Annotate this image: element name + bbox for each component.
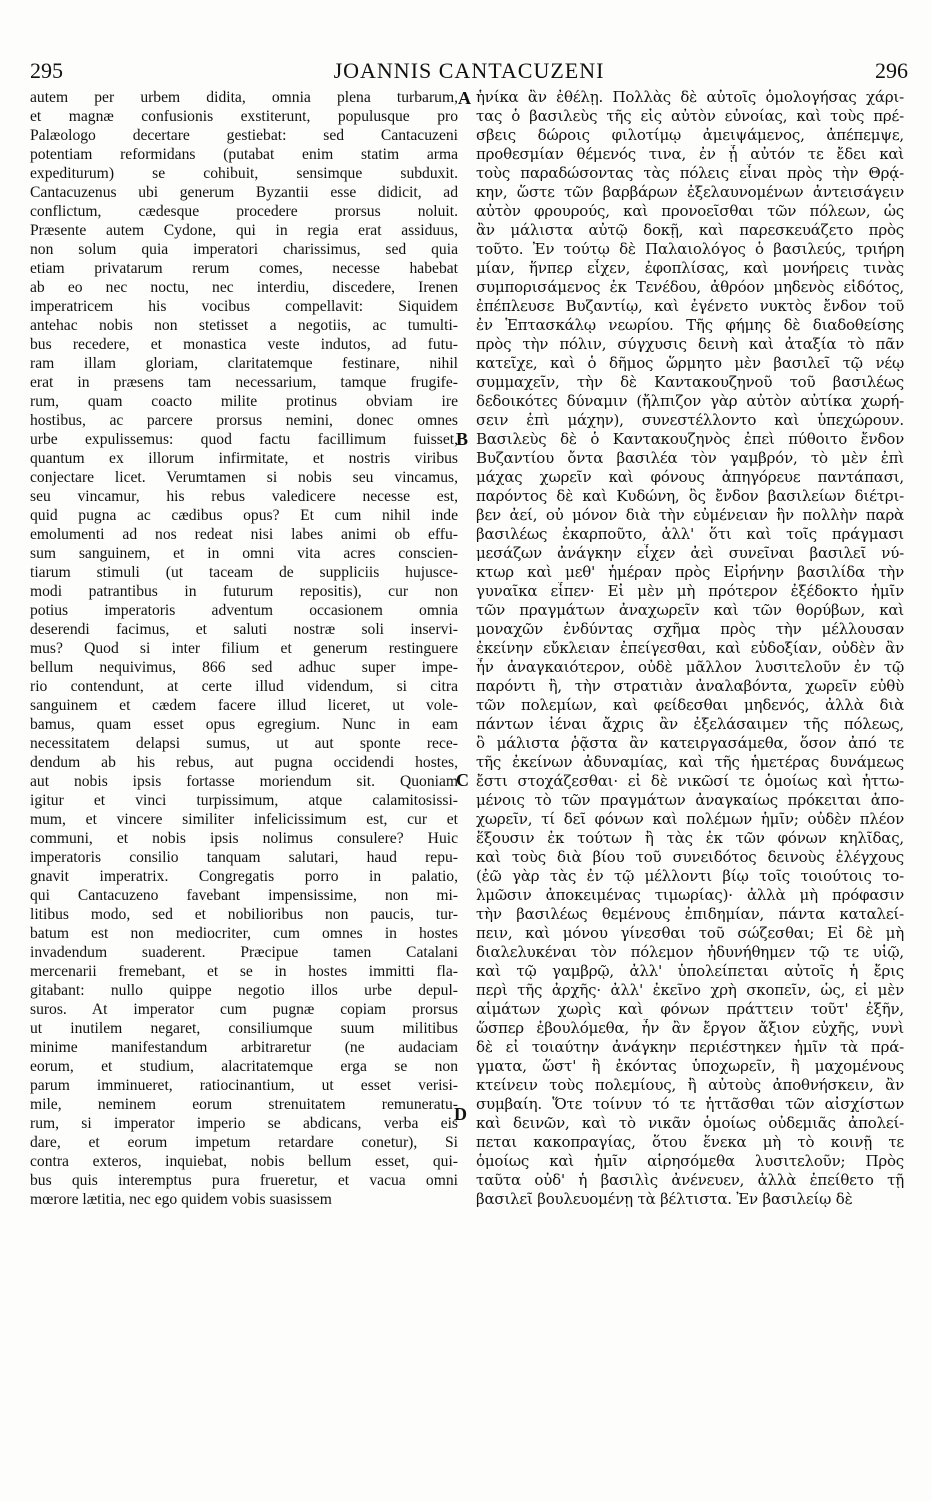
text-line: contra exteros, inquiebat, nobis bellum esset, qui-	[30, 1153, 458, 1170]
text-line: παρόντος δὲ καὶ Κυδώνη, ὃς ἔνδον βασιλείων διέτρι-	[476, 487, 904, 505]
text-line: τοὺς παραδώσοντας τὰς πόλεις εἶναι πρὸς τὴν Θρᾴ-	[476, 164, 904, 182]
text-line: ἐκείνην εὔκλειαν ἐπείγεσθαι, καὶ εὐδοξίαν, οὐδὲν ἂν	[476, 639, 904, 657]
text-line: ἂν μάλιστα αὐτῷ δοκῇ, καὶ παρεσκευάζετο πρὸς	[476, 221, 904, 239]
text-line: gitabant: nullo quippe negotio illos urbe depul-	[30, 982, 458, 999]
margin-marker-b: B	[456, 429, 469, 449]
text-line: λμῶσιν ἀποκειμένας τιμωρίας)· ἀλλὰ μὴ πρόφασιν	[476, 886, 904, 904]
text-line: σβεις δώροις φιλοτίμῳ ἀμειψάμενος, ἀπέπεμψε,	[476, 126, 904, 144]
text-line: communi, et nobis ipsis nolimus consulere? Huic	[30, 830, 458, 847]
text-line: ἔστι στοχάζεσθαι· εἰ δὲ νικῶσί τε ὁμοίως καὶ ἡττω-	[476, 772, 904, 790]
text-line: conjectare licet. Verumtamen si nobis seu vincamus,	[30, 469, 458, 486]
text-line: suros. At imperator cum pugnæ copiam prorsus	[30, 1001, 458, 1018]
text-line: minime manifestandum arbitraretur (ne audaciam	[30, 1039, 458, 1056]
text-line: ἕξουσιν ἐκ τούτων ἢ τὰς ἐκ τῶν φόνων κηλῖδας,	[476, 829, 904, 847]
text-line: ram illam gloriam, claritatemque festinare, nihil	[30, 355, 458, 372]
text-line: ταῦτα οὐδ' ἡ βασιλὶς ἀνένευεν, ἀλλὰ ἐπείθετο τῇ	[476, 1171, 904, 1189]
text-line: et magnæ confusionis exstiterunt, populusque pro	[30, 108, 458, 125]
page-header	[30, 58, 908, 88]
text-line: autem per urbem didita, omnia plena turbarum,	[30, 89, 458, 106]
margin-marker-c: C	[456, 770, 469, 790]
text-line: βεν ἀεί, οὐ μόνον διὰ τὴν εὐμένειαν ἣν πολλὴν παρὰ	[476, 506, 904, 524]
text-line: πεται κακοπραγίας, ὅτου ἕνεκα μὴ τὸ κοινῇ τε	[476, 1133, 904, 1151]
text-line: modi patrantibus in futurum repositis), cur non	[30, 583, 458, 600]
text-line: ὥσπερ ἐβουλόμεθα, ἦν ἂν ἔργον ἄξιον εὐχῆς, νυνὶ	[476, 1019, 904, 1037]
text-line: τοῦτο. Ἐν τούτῳ δὲ Παλαιολόγος ὁ βασιλεύς, τριήρη	[476, 240, 904, 258]
text-line: rum, quam coacto milite protinus obviam ire	[30, 393, 458, 410]
text-line: βασιλέως ἐκαρποῦτο, ἀλλ' ὅτι καὶ τοῖς πράγμασι	[476, 525, 904, 543]
text-line: eorum, et studium, alacritatemque erga se non	[30, 1058, 458, 1075]
text-line: τῶν πολεμίων, καὶ φείδεσθαι μηδενός, ἀλλὰ διὰ	[476, 696, 904, 714]
text-line: κατεῖχε, καὶ ὁ δῆμος ὥρμητο μὲν βασιλεῖ τῷ νέῳ	[476, 354, 904, 372]
text-line: πειν, καὶ μόνου γίνεσθαι τοῦ σώζεσθαι; Εἰ δὲ μὴ	[476, 924, 904, 942]
text-line: ἐν Ἑπτασκάλῳ νεωρίου. Τῆς φήμης δὲ διαδοθείσης	[476, 316, 904, 334]
text-line: deserendi facimus, et saluti nostræ soli inservi-	[30, 621, 458, 638]
text-line: dare, et eorum impetum retardare conetur), Si	[30, 1134, 458, 1151]
text-line: bellum nequivimus, 866 sed adhuc super impe-	[30, 659, 458, 676]
text-line: βασιλεῖ βουλευομένῃ τὰ βέλτιστα. Ἐν βασιλείῳ δὲ	[476, 1190, 853, 1208]
text-line: περὶ τῆς ἀρχῆς· ἀλλ' ἐκεῖνο χρὴ σκοπεῖν, ὡς, εἰ μὲν	[476, 981, 904, 999]
text-line: γυναῖκα εἶπεν· Εἰ μὲν μὴ πρότερον ἐξέδοκτο ἡμῖν	[476, 582, 904, 600]
text-line: potentiam reformidans (putabat enim statim arma	[30, 146, 458, 163]
text-line: erat in præsens tam necessarium, tamque frugife-	[30, 374, 458, 391]
text-line: διαλελυκέναι τὸν πόλεμον ἠδυνήθημεν τῷ τε υἱῷ,	[476, 943, 904, 961]
text-line: tiarum stimuli (ut taceam de suppliciis hujusce-	[30, 564, 458, 581]
text-line: emolumenti ad nos redeat nisi labes animi ob effu-	[30, 526, 458, 543]
margin-marker-a: A	[458, 88, 471, 108]
text-line: sanguinem et cædem facere illud liceret, ut vole-	[30, 697, 458, 714]
text-line: προθεσμίαν θέμενός τινα, ἐν ᾗ αὐτόν τε ἔδει καὶ	[476, 145, 904, 163]
text-line: καὶ δεινῶν, καὶ τὸ νικᾶν ὁμοίως οὐδεμιᾶς ἀπολεί-	[476, 1114, 904, 1132]
text-line: Præsente autem Cydone, qui in regia erat assiduus,	[30, 222, 458, 239]
text-line: (ἐῶ γὰρ τὰς ἐν τῷ μέλλοντι βίῳ τοῖς τοιούτοις το-	[476, 867, 904, 885]
text-line: sum sanguinem, et in omni vita acres conscien-	[30, 545, 458, 562]
text-line: Βυζαντίου ὄντα βασιλέα τὸν γαμβρόν, τὸ μὲν ἐπὶ	[476, 449, 904, 467]
text-line: μεσάζων ἀνάγκην εἶχεν ἀεὶ συνεῖναι βασιλεῖ νύ-	[476, 544, 904, 562]
text-line: mile, neminem eorum strenuitatem remuneratu-	[30, 1096, 458, 1113]
text-line: mercenarii fremebant, et se in hostes immitti fla-	[30, 963, 458, 980]
text-line: κτείνειν τοὺς πολεμίους, ἢ αὐτοὺς ἀποθνήσκειν, ἂν	[476, 1076, 904, 1094]
latin-column	[30, 88, 458, 1209]
text-line: τῶν πραγμάτων ἀναχωρεῖν καὶ τῶν θορύβων, καὶ	[476, 601, 904, 619]
text-line: συμπορισάμενος ἐκ Τενέδου, ἀθρόον μηδενὸς εἰδότος,	[476, 278, 904, 296]
text-line: δεδοικότες δύναμιν (ἤλπιζον γὰρ αὐτὸν αὐτίκα χωρή-	[476, 392, 904, 410]
text-line: αἱμάτων χωρὶς καὶ φόνων πράττειν τοῦτ' ἐξῆν,	[476, 1000, 904, 1018]
text-line: τῆς ἐκείνων ἀδυναμίας, καὶ τῆς ἡμετέρας δυνάμεως	[476, 753, 904, 771]
text-line: bus recedere, et monastica veste indutos, ad futu-	[30, 336, 458, 353]
text-line: πρὸς τὴν πόλιν, σύγχυσις δεινὴ καὶ ἀταξία τὸ πᾶν	[476, 335, 904, 353]
text-line: χωρεῖν, τί δεῖ φόνων καὶ πολέμων ἡμῖν; οὐδὲν πλέον	[476, 810, 904, 828]
text-line: rio contendunt, at certe illud videndum, si citra	[30, 678, 458, 695]
text-line: γματα, ὥστ' ἢ ἑκόντας ὑποχωρεῖν, ἢ μαχομένους	[476, 1057, 904, 1075]
text-line: aut nobis ipsis fortasse moriendum sit. Quoniam	[30, 773, 458, 790]
text-line: quantum ex illorum infirmitate, et nostris viribus	[30, 450, 458, 467]
text-line: conflictum, cædesque procedere prorsus noluit.	[30, 203, 458, 220]
text-line: gnavit imperatrix. Congregatis porro in palatio,	[30, 868, 458, 885]
text-line: ὁμοίως καὶ ἡμῖν αἱρησόμεθα λυσιτελοῦν; Πρὸς	[476, 1152, 904, 1170]
text-line: non solum quia imperatori charissimus, sed quia	[30, 241, 458, 258]
text-line: σειν ἐπὶ μάχην), συνεστέλλοντο καὶ ὑπεχώρουν.	[476, 411, 904, 429]
text-line: πάντων ἰέναι ἄχρις ἂν ἐξελάσαιμεν τῆς πόλεως,	[476, 715, 904, 733]
text-line: bus quis interemptus pura frueretur, et vacua omni	[30, 1172, 458, 1189]
text-line: ἐπέπλευσε Βυζαντίῳ, καὶ ἐγένετο νυκτὸς ἔνδον τοῦ	[476, 297, 904, 315]
greek-column	[476, 88, 904, 1209]
text-line: μοναχῶν ἐνδύντας σχῆμα πρὸς τὴν μέλλουσαν	[476, 620, 904, 638]
text-line: μένοις τὸ τῶν πραγμάτων ἀναγκαίως πρόκειται ἀπο-	[476, 791, 904, 809]
text-line: litibus modo, sed et nobilioribus non paucis, tur-	[30, 906, 458, 923]
text-line: batum est non mediocriter, cum omnes in hostes	[30, 925, 458, 942]
text-line: Cantacuzenus ubi generum Byzantii esse didicit, ad	[30, 184, 458, 201]
text-line: ab eo nec noctu, nec interdiu, discedere, Irenen	[30, 279, 458, 296]
text-line: expediturum) se cohibuit, sensimque subduxit.	[30, 165, 458, 182]
text-line: τας ὁ βασιλεὺς τῆς εἰς αὐτὸν εὐνοίας, καὶ τοὺς πρέ-	[476, 107, 904, 125]
text-line: etiam privatarum rerum comes, necesse habebat	[30, 260, 458, 277]
text-line: antehac nobis non stetisset a negotiis, ac tumulti-	[30, 317, 458, 334]
text-line: dendum ab his rebus, aut pugna occidendi hostes,	[30, 754, 458, 771]
text-line: urbe expulissemus: quod factu facillimum fuisset,	[30, 431, 458, 448]
text-line: Βασιλεὺς δὲ ὁ Καντακουζηνὸς ἐπεὶ πύθοιτο ἔνδον	[476, 430, 904, 448]
text-line: imperatricem his vocibus compellavit: Siquidem	[30, 298, 458, 315]
text-line: ἡνίκα ἂν ἐθέλῃ. Πολλὰς δὲ αὐτοῖς ὁμολογήσας χάρι-	[476, 88, 904, 106]
text-line: rum, si imperator imperio se abdicans, verba eis	[30, 1115, 458, 1132]
text-line: mum, et vincere similiter infelicissimum est, cur et	[30, 811, 458, 828]
text-line: hostibus, ac parcere prorsus nemini, donec omnes	[30, 412, 458, 429]
text-line: Palæologo decertare gestiebat: sed Cantacuzeni	[30, 127, 458, 144]
text-line: qui Cantacuzeno favebant impensissime, non mi-	[30, 887, 458, 904]
text-line: potius imperatoris adventum occasionem omnia	[30, 602, 458, 619]
text-line: bamus, quam esset opus egregium. Nunc in eam	[30, 716, 458, 733]
text-line: ὃ μάλιστα ῥᾷστα ἂν κατειργασάμεθα, ὅσον ἀπό τε	[476, 734, 904, 752]
text-line: parum imminueret, ratiocinantium, ut esset verisi-	[30, 1077, 458, 1094]
text-line: ἦν ἀναγκαιότερον, οὐδὲ μᾶλλον λυσιτελοῦν ἐν τῷ	[476, 658, 904, 676]
page-number-left: 295	[30, 58, 63, 83]
text-line: συμμαχεῖν, τὴν δὲ Καντακουζηνοῦ τοῦ βασιλέως	[476, 373, 904, 391]
page-number-right: 296	[875, 58, 908, 83]
text-line: quid pugna ac cædibus opus? Et cum nihil inde	[30, 507, 458, 524]
text-line: τὴν βασιλέως θεμένους ἐπιδημίαν, πάντα καταλεί-	[476, 905, 904, 923]
text-line: invadendum suaderent. Præcipue tamen Catalani	[30, 944, 458, 961]
text-line: ut inutilem negaret, consiliumque suum militibus	[30, 1020, 458, 1037]
running-title: JOANNIS CANTACUZENI	[333, 58, 605, 83]
text-line: μίαν, ἥνπερ εἶχεν, ἐφοπλίσας, καὶ μονήρεις τινὰς	[476, 259, 904, 277]
text-line: καὶ τοὺς διὰ βίου τοῦ συνειδότος δεινοὺς ἐλέγχους	[476, 848, 904, 866]
text-line: imperatoris consilio tanquam salutari, haud repu-	[30, 849, 458, 866]
text-line: αὐτὸν φρουρούς, καὶ προνοεῖσθαι τῶν πόλεων, ὡς	[476, 202, 904, 220]
text-line: καὶ τῷ γαμβρῷ, ἀλλ' ὑπολείπεται αὐτοῖς ἡ ἔρις	[476, 962, 904, 980]
margin-marker-d: D	[454, 1104, 467, 1124]
text-line: seu vincamur, his rebus valedicere necesse est,	[30, 488, 458, 505]
text-line: συμβαίη. Ὅτε τοίνυν τό τε ἡττᾶσθαι τῶν αἰσχίστων	[476, 1095, 904, 1113]
text-line: mus? Quod si inter filium et generum restinguere	[30, 640, 458, 657]
text-line: igitur et vinci turpissimum, atque calamitosissi-	[30, 792, 458, 809]
text-line: κην, ὥστε τῶν βαρβάρων ἐξελαυνομένων ἀντεισάγειν	[476, 183, 904, 201]
text-line: necessitatem delapsi sumus, ut aut sponte rece-	[30, 735, 458, 752]
text-line: mœrore lætitia, nec ego quidem vobis suasissem	[30, 1191, 332, 1208]
text-line: παρόντι ἢ, τὴν στρατιὰν ἀναλαβόντα, χωρεῖν εὐθὺ	[476, 677, 904, 695]
text-line: μάχας χωρεῖν καὶ φόνους ἀπηγόρευε παντάπασι,	[476, 468, 904, 486]
text-line: δὲ εἰ τοιαύτην ἀνάγκην περιέστηκεν ἡμῖν τὰ πρά-	[476, 1038, 904, 1056]
text-line: κτωρ καὶ μεθ' ἡμέραν πρὸς Εἰρήνην βασιλίδα τὴν	[476, 563, 904, 581]
